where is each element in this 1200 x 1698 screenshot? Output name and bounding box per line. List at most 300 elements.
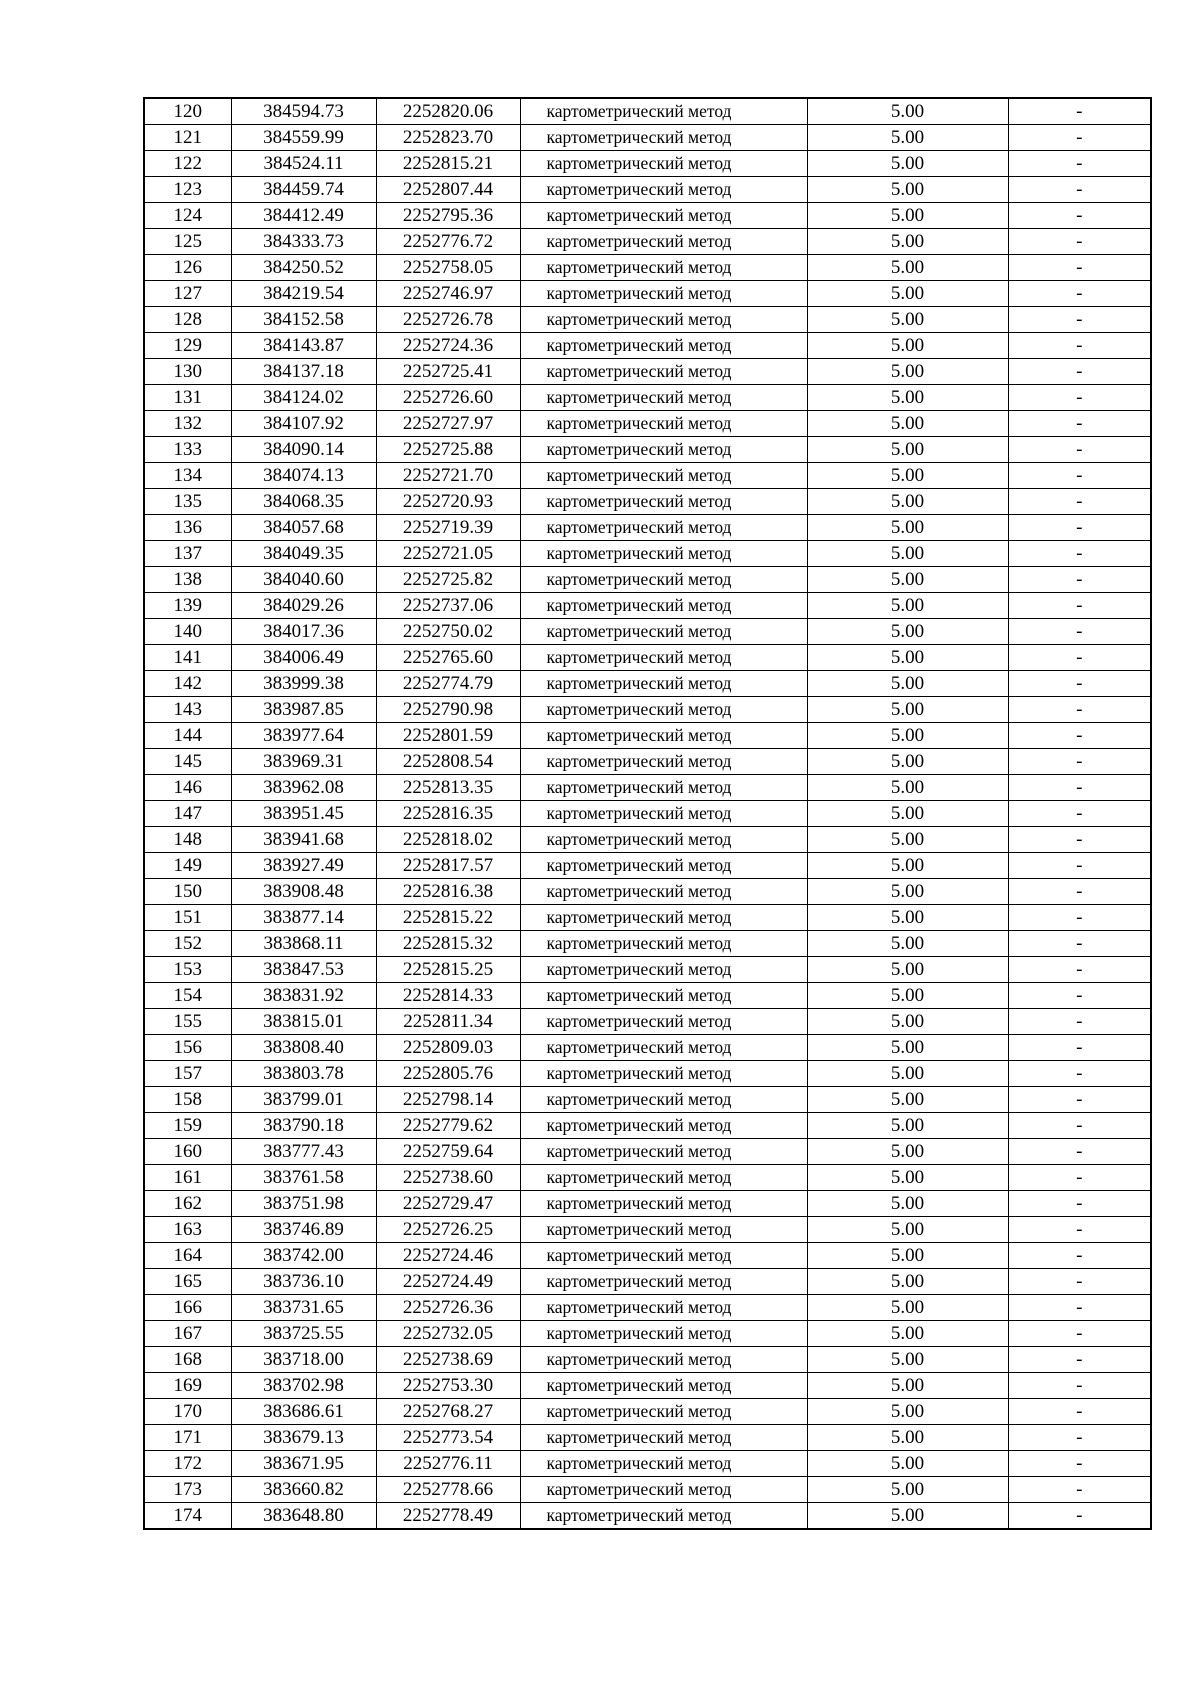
method-cell: картометрический метод xyxy=(520,827,807,853)
method-cell: картометрический метод xyxy=(520,359,807,385)
note-cell: - xyxy=(1008,1061,1151,1087)
method-cell: картометрический метод xyxy=(520,1399,807,1425)
method-cell: картометрический метод xyxy=(520,125,807,151)
y-coordinate-cell: 2252725.88 xyxy=(376,437,520,463)
x-coordinate-cell: 384090.14 xyxy=(231,437,376,463)
method-cell: картометрический метод xyxy=(520,1009,807,1035)
y-coordinate-cell: 2252724.49 xyxy=(376,1269,520,1295)
method-cell: картометрический метод xyxy=(520,1347,807,1373)
note-cell: - xyxy=(1008,879,1151,905)
x-coordinate-cell: 384559.99 xyxy=(231,125,376,151)
x-coordinate-cell: 384049.35 xyxy=(231,541,376,567)
note-cell: - xyxy=(1008,1503,1151,1530)
table-row xyxy=(144,437,1151,463)
table-row xyxy=(144,98,1151,125)
precision-cell: 5.00 xyxy=(807,1321,1008,1347)
precision-cell: 5.00 xyxy=(807,411,1008,437)
x-coordinate-cell: 384137.18 xyxy=(231,359,376,385)
y-coordinate-cell: 2252801.59 xyxy=(376,723,520,749)
x-coordinate-cell: 383927.49 xyxy=(231,853,376,879)
y-coordinate-cell: 2252809.03 xyxy=(376,1035,520,1061)
precision-cell: 5.00 xyxy=(807,98,1008,125)
y-coordinate-cell: 2252773.54 xyxy=(376,1425,520,1451)
table-row xyxy=(144,957,1151,983)
point-number-cell: 161 xyxy=(144,1165,231,1191)
method-cell: картометрический метод xyxy=(520,411,807,437)
precision-cell: 5.00 xyxy=(807,281,1008,307)
method-cell: картометрический метод xyxy=(520,541,807,567)
y-coordinate-cell: 2252798.14 xyxy=(376,1087,520,1113)
precision-cell: 5.00 xyxy=(807,671,1008,697)
precision-cell: 5.00 xyxy=(807,333,1008,359)
point-number-cell: 143 xyxy=(144,697,231,723)
precision-cell: 5.00 xyxy=(807,489,1008,515)
precision-cell: 5.00 xyxy=(807,1217,1008,1243)
y-coordinate-cell: 2252737.06 xyxy=(376,593,520,619)
y-coordinate-cell: 2252725.41 xyxy=(376,359,520,385)
note-cell: - xyxy=(1008,98,1151,125)
note-cell: - xyxy=(1008,1191,1151,1217)
point-number-cell: 158 xyxy=(144,1087,231,1113)
point-number-cell: 139 xyxy=(144,593,231,619)
note-cell: - xyxy=(1008,151,1151,177)
precision-cell: 5.00 xyxy=(807,775,1008,801)
method-cell: картометрический метод xyxy=(520,801,807,827)
method-cell: картометрический метод xyxy=(520,177,807,203)
note-cell: - xyxy=(1008,1347,1151,1373)
point-number-cell: 142 xyxy=(144,671,231,697)
method-cell: картометрический метод xyxy=(520,931,807,957)
x-coordinate-cell: 383962.08 xyxy=(231,775,376,801)
note-cell: - xyxy=(1008,827,1151,853)
precision-cell: 5.00 xyxy=(807,983,1008,1009)
precision-cell: 5.00 xyxy=(807,1347,1008,1373)
y-coordinate-cell: 2252816.38 xyxy=(376,879,520,905)
precision-cell: 5.00 xyxy=(807,697,1008,723)
point-number-cell: 127 xyxy=(144,281,231,307)
table-row xyxy=(144,359,1151,385)
y-coordinate-cell: 2252811.34 xyxy=(376,1009,520,1035)
point-number-cell: 163 xyxy=(144,1217,231,1243)
point-number-cell: 159 xyxy=(144,1113,231,1139)
x-coordinate-cell: 383761.58 xyxy=(231,1165,376,1191)
note-cell: - xyxy=(1008,1087,1151,1113)
precision-cell: 5.00 xyxy=(807,151,1008,177)
precision-cell: 5.00 xyxy=(807,1503,1008,1530)
precision-cell: 5.00 xyxy=(807,1451,1008,1477)
method-cell: картометрический метод xyxy=(520,957,807,983)
table-row xyxy=(144,593,1151,619)
table-row xyxy=(144,567,1151,593)
precision-cell: 5.00 xyxy=(807,723,1008,749)
method-cell: картометрический метод xyxy=(520,229,807,255)
note-cell: - xyxy=(1008,775,1151,801)
x-coordinate-cell: 383951.45 xyxy=(231,801,376,827)
point-number-cell: 171 xyxy=(144,1425,231,1451)
table-row xyxy=(144,749,1151,775)
method-cell: картометрический метод xyxy=(520,1321,807,1347)
point-number-cell: 151 xyxy=(144,905,231,931)
table-row xyxy=(144,827,1151,853)
precision-cell: 5.00 xyxy=(807,541,1008,567)
x-coordinate-cell: 384143.87 xyxy=(231,333,376,359)
method-cell: картометрический метод xyxy=(520,1113,807,1139)
note-cell: - xyxy=(1008,749,1151,775)
x-coordinate-cell: 383718.00 xyxy=(231,1347,376,1373)
point-number-cell: 152 xyxy=(144,931,231,957)
precision-cell: 5.00 xyxy=(807,567,1008,593)
point-number-cell: 154 xyxy=(144,983,231,1009)
point-number-cell: 145 xyxy=(144,749,231,775)
precision-cell: 5.00 xyxy=(807,645,1008,671)
point-number-cell: 166 xyxy=(144,1295,231,1321)
x-coordinate-cell: 383868.11 xyxy=(231,931,376,957)
method-cell: картометрический метод xyxy=(520,385,807,411)
x-coordinate-cell: 383742.00 xyxy=(231,1243,376,1269)
table-row xyxy=(144,385,1151,411)
point-number-cell: 141 xyxy=(144,645,231,671)
point-number-cell: 122 xyxy=(144,151,231,177)
method-cell: картометрический метод xyxy=(520,437,807,463)
point-number-cell: 172 xyxy=(144,1451,231,1477)
precision-cell: 5.00 xyxy=(807,879,1008,905)
method-cell: картометрический метод xyxy=(520,619,807,645)
point-number-cell: 130 xyxy=(144,359,231,385)
precision-cell: 5.00 xyxy=(807,1113,1008,1139)
precision-cell: 5.00 xyxy=(807,619,1008,645)
point-number-cell: 173 xyxy=(144,1477,231,1503)
method-cell: картометрический метод xyxy=(520,1477,807,1503)
table-row xyxy=(144,1139,1151,1165)
y-coordinate-cell: 2252721.05 xyxy=(376,541,520,567)
point-number-cell: 174 xyxy=(144,1503,231,1530)
point-number-cell: 137 xyxy=(144,541,231,567)
precision-cell: 5.00 xyxy=(807,1165,1008,1191)
point-number-cell: 128 xyxy=(144,307,231,333)
y-coordinate-cell: 2252817.57 xyxy=(376,853,520,879)
y-coordinate-cell: 2252815.21 xyxy=(376,151,520,177)
y-coordinate-cell: 2252726.78 xyxy=(376,307,520,333)
note-cell: - xyxy=(1008,1477,1151,1503)
method-cell: картометрический метод xyxy=(520,671,807,697)
method-cell: картометрический метод xyxy=(520,489,807,515)
table-row xyxy=(144,333,1151,359)
table-row xyxy=(144,515,1151,541)
method-cell: картометрический метод xyxy=(520,1217,807,1243)
method-cell: картометрический метод xyxy=(520,515,807,541)
method-cell: картометрический метод xyxy=(520,1061,807,1087)
point-number-cell: 123 xyxy=(144,177,231,203)
y-coordinate-cell: 2252726.60 xyxy=(376,385,520,411)
x-coordinate-cell: 383751.98 xyxy=(231,1191,376,1217)
note-cell: - xyxy=(1008,1217,1151,1243)
table-row xyxy=(144,1035,1151,1061)
precision-cell: 5.00 xyxy=(807,1009,1008,1035)
method-cell: картометрический метод xyxy=(520,281,807,307)
precision-cell: 5.00 xyxy=(807,853,1008,879)
x-coordinate-cell: 383847.53 xyxy=(231,957,376,983)
point-number-cell: 120 xyxy=(144,98,231,125)
note-cell: - xyxy=(1008,697,1151,723)
table-row xyxy=(144,1009,1151,1035)
note-cell: - xyxy=(1008,801,1151,827)
y-coordinate-cell: 2252776.72 xyxy=(376,229,520,255)
table-row xyxy=(144,723,1151,749)
method-cell: картометрический метод xyxy=(520,151,807,177)
x-coordinate-cell: 384219.54 xyxy=(231,281,376,307)
method-cell: картометрический метод xyxy=(520,1035,807,1061)
method-cell: картометрический метод xyxy=(520,983,807,1009)
precision-cell: 5.00 xyxy=(807,1269,1008,1295)
table-row xyxy=(144,203,1151,229)
method-cell: картометрический метод xyxy=(520,1139,807,1165)
point-number-cell: 168 xyxy=(144,1347,231,1373)
note-cell: - xyxy=(1008,1373,1151,1399)
table-row xyxy=(144,281,1151,307)
note-cell: - xyxy=(1008,1425,1151,1451)
x-coordinate-cell: 384057.68 xyxy=(231,515,376,541)
point-number-cell: 157 xyxy=(144,1061,231,1087)
precision-cell: 5.00 xyxy=(807,385,1008,411)
y-coordinate-cell: 2252778.49 xyxy=(376,1503,520,1530)
table-row xyxy=(144,1503,1151,1530)
point-number-cell: 170 xyxy=(144,1399,231,1425)
table-row xyxy=(144,125,1151,151)
x-coordinate-cell: 383725.55 xyxy=(231,1321,376,1347)
table-row xyxy=(144,1217,1151,1243)
note-cell: - xyxy=(1008,1321,1151,1347)
table-row xyxy=(144,541,1151,567)
table-row xyxy=(144,1477,1151,1503)
table-row xyxy=(144,1165,1151,1191)
y-coordinate-cell: 2252813.35 xyxy=(376,775,520,801)
x-coordinate-cell: 384074.13 xyxy=(231,463,376,489)
note-cell: - xyxy=(1008,567,1151,593)
note-cell: - xyxy=(1008,281,1151,307)
x-coordinate-cell: 384107.92 xyxy=(231,411,376,437)
note-cell: - xyxy=(1008,1009,1151,1035)
method-cell: картометрический метод xyxy=(520,1425,807,1451)
y-coordinate-cell: 2252725.82 xyxy=(376,567,520,593)
x-coordinate-cell: 383671.95 xyxy=(231,1451,376,1477)
note-cell: - xyxy=(1008,1035,1151,1061)
point-number-cell: 150 xyxy=(144,879,231,905)
y-coordinate-cell: 2252815.32 xyxy=(376,931,520,957)
method-cell: картометрический метод xyxy=(520,1087,807,1113)
point-number-cell: 132 xyxy=(144,411,231,437)
precision-cell: 5.00 xyxy=(807,1373,1008,1399)
precision-cell: 5.00 xyxy=(807,1295,1008,1321)
y-coordinate-cell: 2252753.30 xyxy=(376,1373,520,1399)
x-coordinate-cell: 383977.64 xyxy=(231,723,376,749)
y-coordinate-cell: 2252790.98 xyxy=(376,697,520,723)
y-coordinate-cell: 2252750.02 xyxy=(376,619,520,645)
x-coordinate-cell: 384040.60 xyxy=(231,567,376,593)
y-coordinate-cell: 2252815.25 xyxy=(376,957,520,983)
method-cell: картометрический метод xyxy=(520,255,807,281)
method-cell: картометрический метод xyxy=(520,853,807,879)
note-cell: - xyxy=(1008,671,1151,697)
note-cell: - xyxy=(1008,853,1151,879)
precision-cell: 5.00 xyxy=(807,749,1008,775)
point-number-cell: 129 xyxy=(144,333,231,359)
note-cell: - xyxy=(1008,255,1151,281)
precision-cell: 5.00 xyxy=(807,125,1008,151)
note-cell: - xyxy=(1008,125,1151,151)
precision-cell: 5.00 xyxy=(807,931,1008,957)
method-cell: картометрический метод xyxy=(520,775,807,801)
note-cell: - xyxy=(1008,203,1151,229)
y-coordinate-cell: 2252807.44 xyxy=(376,177,520,203)
y-coordinate-cell: 2252778.66 xyxy=(376,1477,520,1503)
table-row xyxy=(144,411,1151,437)
y-coordinate-cell: 2252732.05 xyxy=(376,1321,520,1347)
precision-cell: 5.00 xyxy=(807,1035,1008,1061)
table-row xyxy=(144,151,1151,177)
x-coordinate-cell: 383648.80 xyxy=(231,1503,376,1530)
point-number-cell: 162 xyxy=(144,1191,231,1217)
point-number-cell: 169 xyxy=(144,1373,231,1399)
y-coordinate-cell: 2252738.69 xyxy=(376,1347,520,1373)
table-row xyxy=(144,645,1151,671)
point-number-cell: 140 xyxy=(144,619,231,645)
coordinates-table xyxy=(143,97,1152,1530)
table-row xyxy=(144,853,1151,879)
method-cell: картометрический метод xyxy=(520,307,807,333)
y-coordinate-cell: 2252774.79 xyxy=(376,671,520,697)
precision-cell: 5.00 xyxy=(807,1087,1008,1113)
precision-cell: 5.00 xyxy=(807,1399,1008,1425)
table-row xyxy=(144,775,1151,801)
method-cell: картометрический метод xyxy=(520,593,807,619)
x-coordinate-cell: 383702.98 xyxy=(231,1373,376,1399)
x-coordinate-cell: 384124.02 xyxy=(231,385,376,411)
table-row xyxy=(144,801,1151,827)
table-row xyxy=(144,1113,1151,1139)
x-coordinate-cell: 383815.01 xyxy=(231,1009,376,1035)
precision-cell: 5.00 xyxy=(807,515,1008,541)
x-coordinate-cell: 383731.65 xyxy=(231,1295,376,1321)
y-coordinate-cell: 2252779.62 xyxy=(376,1113,520,1139)
precision-cell: 5.00 xyxy=(807,1425,1008,1451)
table-row xyxy=(144,1425,1151,1451)
method-cell: картометрический метод xyxy=(520,98,807,125)
point-number-cell: 126 xyxy=(144,255,231,281)
x-coordinate-cell: 384068.35 xyxy=(231,489,376,515)
table-row xyxy=(144,1399,1151,1425)
note-cell: - xyxy=(1008,1295,1151,1321)
point-number-cell: 121 xyxy=(144,125,231,151)
x-coordinate-cell: 384029.26 xyxy=(231,593,376,619)
y-coordinate-cell: 2252808.54 xyxy=(376,749,520,775)
note-cell: - xyxy=(1008,385,1151,411)
point-number-cell: 146 xyxy=(144,775,231,801)
precision-cell: 5.00 xyxy=(807,1243,1008,1269)
table-row xyxy=(144,1321,1151,1347)
table-row xyxy=(144,307,1151,333)
precision-cell: 5.00 xyxy=(807,827,1008,853)
note-cell: - xyxy=(1008,1139,1151,1165)
note-cell: - xyxy=(1008,1269,1151,1295)
precision-cell: 5.00 xyxy=(807,957,1008,983)
method-cell: картометрический метод xyxy=(520,749,807,775)
note-cell: - xyxy=(1008,1399,1151,1425)
x-coordinate-cell: 384250.52 xyxy=(231,255,376,281)
precision-cell: 5.00 xyxy=(807,1191,1008,1217)
x-coordinate-cell: 383777.43 xyxy=(231,1139,376,1165)
x-coordinate-cell: 383736.10 xyxy=(231,1269,376,1295)
x-coordinate-cell: 384524.11 xyxy=(231,151,376,177)
x-coordinate-cell: 383679.13 xyxy=(231,1425,376,1451)
table-row xyxy=(144,255,1151,281)
y-coordinate-cell: 2252765.60 xyxy=(376,645,520,671)
precision-cell: 5.00 xyxy=(807,437,1008,463)
table-row xyxy=(144,697,1151,723)
precision-cell: 5.00 xyxy=(807,463,1008,489)
table-row xyxy=(144,1269,1151,1295)
point-number-cell: 134 xyxy=(144,463,231,489)
point-number-cell: 131 xyxy=(144,385,231,411)
method-cell: картометрический метод xyxy=(520,463,807,489)
note-cell: - xyxy=(1008,489,1151,515)
point-number-cell: 156 xyxy=(144,1035,231,1061)
note-cell: - xyxy=(1008,463,1151,489)
x-coordinate-cell: 384017.36 xyxy=(231,619,376,645)
x-coordinate-cell: 383908.48 xyxy=(231,879,376,905)
y-coordinate-cell: 2252729.47 xyxy=(376,1191,520,1217)
table-row xyxy=(144,671,1151,697)
method-cell: картометрический метод xyxy=(520,1295,807,1321)
note-cell: - xyxy=(1008,541,1151,567)
x-coordinate-cell: 383746.89 xyxy=(231,1217,376,1243)
precision-cell: 5.00 xyxy=(807,177,1008,203)
note-cell: - xyxy=(1008,1165,1151,1191)
note-cell: - xyxy=(1008,515,1151,541)
y-coordinate-cell: 2252823.70 xyxy=(376,125,520,151)
precision-cell: 5.00 xyxy=(807,905,1008,931)
y-coordinate-cell: 2252724.36 xyxy=(376,333,520,359)
x-coordinate-cell: 383969.31 xyxy=(231,749,376,775)
y-coordinate-cell: 2252768.27 xyxy=(376,1399,520,1425)
point-number-cell: 160 xyxy=(144,1139,231,1165)
note-cell: - xyxy=(1008,177,1151,203)
y-coordinate-cell: 2252776.11 xyxy=(376,1451,520,1477)
note-cell: - xyxy=(1008,333,1151,359)
method-cell: картометрический метод xyxy=(520,1451,807,1477)
point-number-cell: 138 xyxy=(144,567,231,593)
precision-cell: 5.00 xyxy=(807,593,1008,619)
point-number-cell: 153 xyxy=(144,957,231,983)
note-cell: - xyxy=(1008,307,1151,333)
x-coordinate-cell: 384412.49 xyxy=(231,203,376,229)
precision-cell: 5.00 xyxy=(807,203,1008,229)
method-cell: картометрический метод xyxy=(520,1243,807,1269)
table-row xyxy=(144,1373,1151,1399)
x-coordinate-cell: 383987.85 xyxy=(231,697,376,723)
y-coordinate-cell: 2252727.97 xyxy=(376,411,520,437)
x-coordinate-cell: 384459.74 xyxy=(231,177,376,203)
note-cell: - xyxy=(1008,905,1151,931)
y-coordinate-cell: 2252721.70 xyxy=(376,463,520,489)
table-row xyxy=(144,1451,1151,1477)
y-coordinate-cell: 2252818.02 xyxy=(376,827,520,853)
note-cell: - xyxy=(1008,1113,1151,1139)
method-cell: картометрический метод xyxy=(520,1373,807,1399)
note-cell: - xyxy=(1008,983,1151,1009)
x-coordinate-cell: 383660.82 xyxy=(231,1477,376,1503)
table-row xyxy=(144,1087,1151,1113)
precision-cell: 5.00 xyxy=(807,255,1008,281)
